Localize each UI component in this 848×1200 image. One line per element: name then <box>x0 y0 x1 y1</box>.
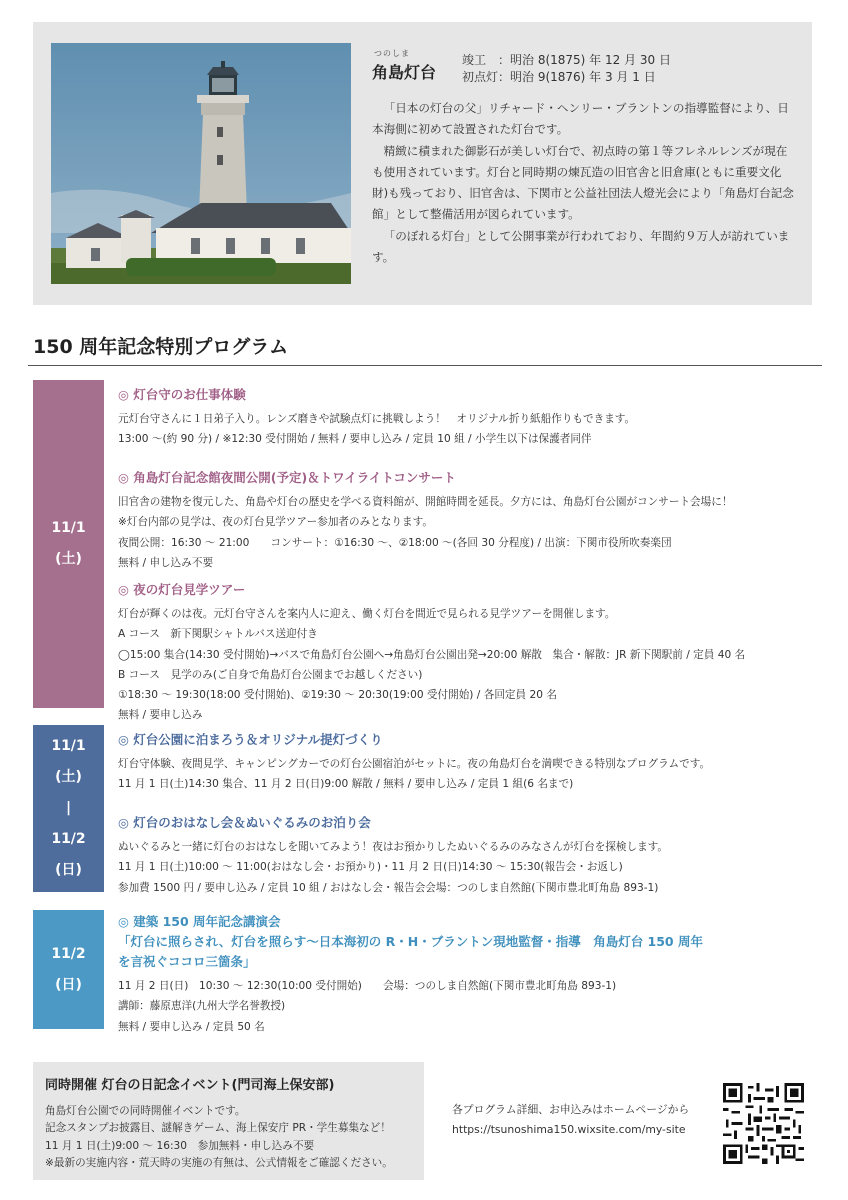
lecture-title: 「灯台に照らされ、灯台を照らす～日本海初の R・H・ブラントン現地監督・指導 角島灯台 150 周年 <box>118 934 703 949</box>
lecture-title: を言祝ぐココロ三箇条」 <box>118 954 256 969</box>
program-text: 無料 / 要申し込み / 定員 50 名 <box>118 1020 265 1033</box>
program-text: B コース 見学のみ(ご自身で角島灯台公園までお越しください) <box>118 668 423 681</box>
program-text: 講師：藤原恵洋(九州大学名誉教授) <box>118 1000 286 1013</box>
program-text: 夜間公開：16:30 ～ 21:00 コンサート：①16:30 ～、②18:00 ～(各回 30 分程度) / 出演：下関市役所吹奏楽団 <box>118 536 672 549</box>
program-text: A コース 新下関駅シャトルバス送迎付き <box>118 628 318 641</box>
program-text: 13:00 ～(約 90 分) / ※12:30 受付開始 / 無料 / 要申し込み / 定員 10 組 / 小学生以下は保護者同伴 <box>118 433 592 446</box>
date-block-nov1-2 <box>33 725 104 892</box>
program-text: 旧官舎の建物を復元した、角島や灯台の歴史を学べる資料館が、開館時間を延長。夕方には、角島灯台公園がコンサート会場に！ <box>118 496 733 508</box>
program-title: ◎ 建築 150 周年記念講演会 <box>118 914 281 929</box>
concurrent-event-title: 同時開催 灯台の日記念イベント(門司海上保安部) <box>45 1078 335 1093</box>
program-title: ◎ 灯台守のお仕事体験 <box>118 387 246 402</box>
date-label: 11/2 <box>51 831 86 847</box>
program-lighthouse-keeper-experience <box>118 385 818 450</box>
program-title: ◎ 角島灯台記念館夜間公開(予定)＆トワイライトコンサート <box>118 470 456 485</box>
program-park-stay <box>118 730 818 795</box>
concurrent-event-text: 記念スタンプお披露目、謎解きゲーム、海上保安庁 PR・学生募集など！ <box>45 1122 391 1135</box>
concurrent-event-body <box>45 1103 393 1172</box>
program-stuffed-toy-sleepover <box>118 813 818 898</box>
description-paragraph: 「日本の灯台の父」リチャード・ヘンリー・ブラントンの指導監督により、日本海側に初めて設置された灯台です。 <box>372 101 789 137</box>
program-lecture <box>118 912 818 1037</box>
program-text: ①18:30 ～ 19:30(18:00 受付開始)、②19:30 ～ 20:30(19:00 受付開始) / 各回定員 20 名 <box>118 689 557 702</box>
program-text: ぬいぐるみと一緒に灯台のおはなしを聞いてみよう！夜はお預かりしたぬいぐるみのみなさんが灯台を探検します。 <box>118 841 669 853</box>
lighthouse-description <box>372 98 797 268</box>
program-text: ◯15:00 集合(14:30 受付開始)→バスで角島灯台公園へ→角島灯台公園出発→20:00 解散 集合・解散：JR 新下関駅前 / 定員 40 名 <box>118 648 746 661</box>
program-title: ◎ 灯台公園に泊まろう＆オリジナル提灯づくり <box>118 732 383 747</box>
program-night-opening-concert <box>118 468 818 573</box>
day-label: (土) <box>55 769 82 785</box>
website-info <box>452 1100 689 1140</box>
program-night-tour <box>118 580 818 726</box>
program-text: 参加費 1500 円 / 要申し込み / 定員 10 組 / おはなし会・報告会会場：つのしま自然館(下関市豊北町角島 893-1) <box>118 881 659 894</box>
program-text: 元灯台守さんに１日弟子入り。レンズ磨きや試験点灯に挑戦しよう！ オリジナル折り紙船作りもできます。 <box>118 413 636 425</box>
lighthouse-dates <box>462 52 671 86</box>
program-text: 無料 / 要申し込み <box>118 709 203 722</box>
date-label: 11/1 <box>51 738 86 754</box>
program-text: 灯台が輝くのは夜。元灯台守さんを案内人に迎え、働く灯台を間近で見られる見学ツアーを開催します。 <box>118 608 616 620</box>
date-label: 11/1 <box>51 520 86 536</box>
lighthouse-photo <box>51 43 351 284</box>
program-text: 11 月 1 日(土)10:00 ～ 11:00(おはなし会・お預かり)・11 月 2 日(日)14:30 ～ 15:30(報告会・お返し) <box>118 861 623 874</box>
date-block-nov2 <box>33 910 104 1029</box>
lighthouse-name: 角島灯台 <box>372 63 437 82</box>
website-info-text: 各プログラム詳細、お申込みはホームページから <box>452 1103 690 1116</box>
program-title: ◎ 夜の灯台見学ツアー <box>118 582 246 597</box>
program-text: 11 月 2 日(日) 10:30 ～ 12:30(10:00 受付開始) 会場：つのしま自然館(下関市豊北町角島 893-1) <box>118 980 617 992</box>
section-divider <box>28 365 822 366</box>
range-separator: | <box>65 800 72 816</box>
program-text: 無料 / 申し込み不要 <box>118 556 214 569</box>
day-label: (土) <box>55 551 82 567</box>
program-text: 灯台守体験、夜間見学、キャンピングカーでの灯台公園宿泊がセットに。夜の角島灯台を満喫できる特別なプログラムです。 <box>118 758 711 770</box>
day-label: (日) <box>55 862 82 878</box>
description-paragraph: 精緻に積まれた御影石が美しい灯台で、初点時の第１等フレネルレンズが現在も使用されています。灯台と同時期の煉瓦造の旧官舎と旧倉庫(ともに重要文化財)も残っており、旧官舎は、下関市と公益社団法人燈光会により「角島灯台記念館」として整備活用が図られています。 <box>372 143 794 222</box>
description-paragraph: 「のぼれる灯台」として公開事業が行われており、年間約９万人が訪れています。 <box>372 228 790 265</box>
concurrent-event-text: 角島灯台公園での同時開催イベントです。 <box>45 1105 246 1117</box>
date-label: 11/2 <box>51 945 86 962</box>
website-url[interactable]: https://tsunoshima150.wixsite.com/my-site <box>452 1123 686 1136</box>
program-title: ◎ 灯台のおはなし会＆ぬいぐるみのお泊り会 <box>118 815 371 830</box>
program-text: 11 月 1 日(土)14:30 集合、11 月 2 日(日)9:00 解散 / 無料 / 要申し込み / 定員 1 組(6 名まで) <box>118 778 574 791</box>
completion-date: 竣工 ：明治 8(1875) 年 12 月 30 日 <box>462 53 671 67</box>
qr-code-icon[interactable] <box>723 1083 804 1164</box>
first-light-date: 初点灯：明治 9(1876) 年 3 月 1 日 <box>462 70 656 84</box>
concurrent-event-text: ※最新の実施内容・荒天時の実施の有無は、公式情報をご確認ください。 <box>45 1156 393 1169</box>
program-text: ※灯台内部の見学は、夜の灯台見学ツアー参加者のみとなります。 <box>118 516 433 529</box>
date-block-nov1 <box>33 380 104 708</box>
concurrent-event-text: 11 月 1 日(土)9:00 ～ 16:30 参加無料・申し込み不要 <box>45 1139 315 1152</box>
section-title: 150 周年記念特別プログラム <box>33 336 289 358</box>
day-label: (日) <box>55 976 82 993</box>
lighthouse-name-ruby: つのしま <box>374 49 410 58</box>
